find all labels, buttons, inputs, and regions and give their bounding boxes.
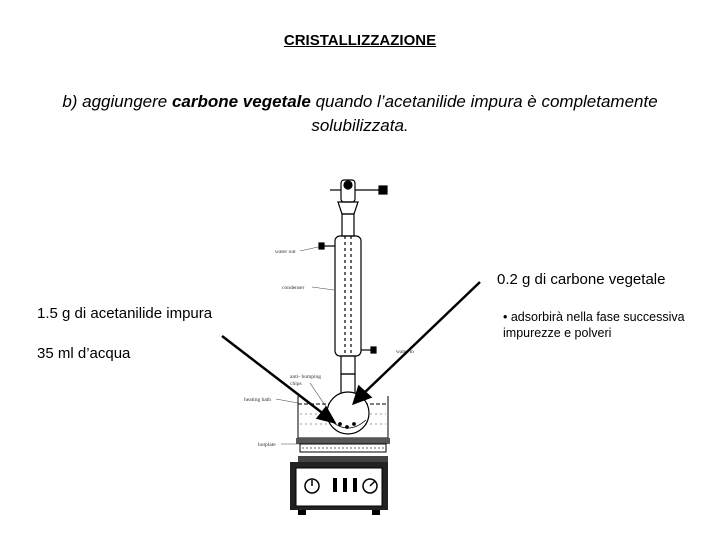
- label-hotplate: hotplate: [258, 442, 276, 448]
- page-title: CRISTALLIZZAZIONE: [283, 32, 437, 49]
- label-water-in: water in: [396, 349, 414, 355]
- carbon-note-line2: impurezze e polveri: [503, 326, 612, 340]
- acetanilide-label: 1.5 g di acetanilide impura: [37, 305, 213, 322]
- condenser: [319, 214, 376, 374]
- step-prefix: b) aggiungere: [62, 92, 172, 111]
- label-boiling-chips-1: anti- bumping: [290, 374, 322, 380]
- label-heating-bath: heating bath: [244, 397, 272, 403]
- carbon-note-line1: • adsorbirà nella fase successiva: [503, 310, 685, 324]
- carbon-label: 0.2 g di carbone vegetale: [497, 271, 666, 288]
- step-suffix: quando l’acetanilide impura è completamente solubilizzata.: [310, 92, 658, 135]
- label-water-out: water out: [275, 249, 296, 255]
- label-boiling-chips-2: chips: [290, 381, 302, 387]
- water-label: 35 ml d’acqua: [37, 345, 131, 362]
- round-bottom-flask: [327, 374, 369, 434]
- stopcock: [330, 180, 387, 214]
- arrow-to-flask-right: [362, 282, 480, 395]
- step-bold: carbone vegetale: [171, 92, 311, 111]
- label-condenser: condenser: [282, 285, 305, 291]
- hotplate: [290, 438, 390, 515]
